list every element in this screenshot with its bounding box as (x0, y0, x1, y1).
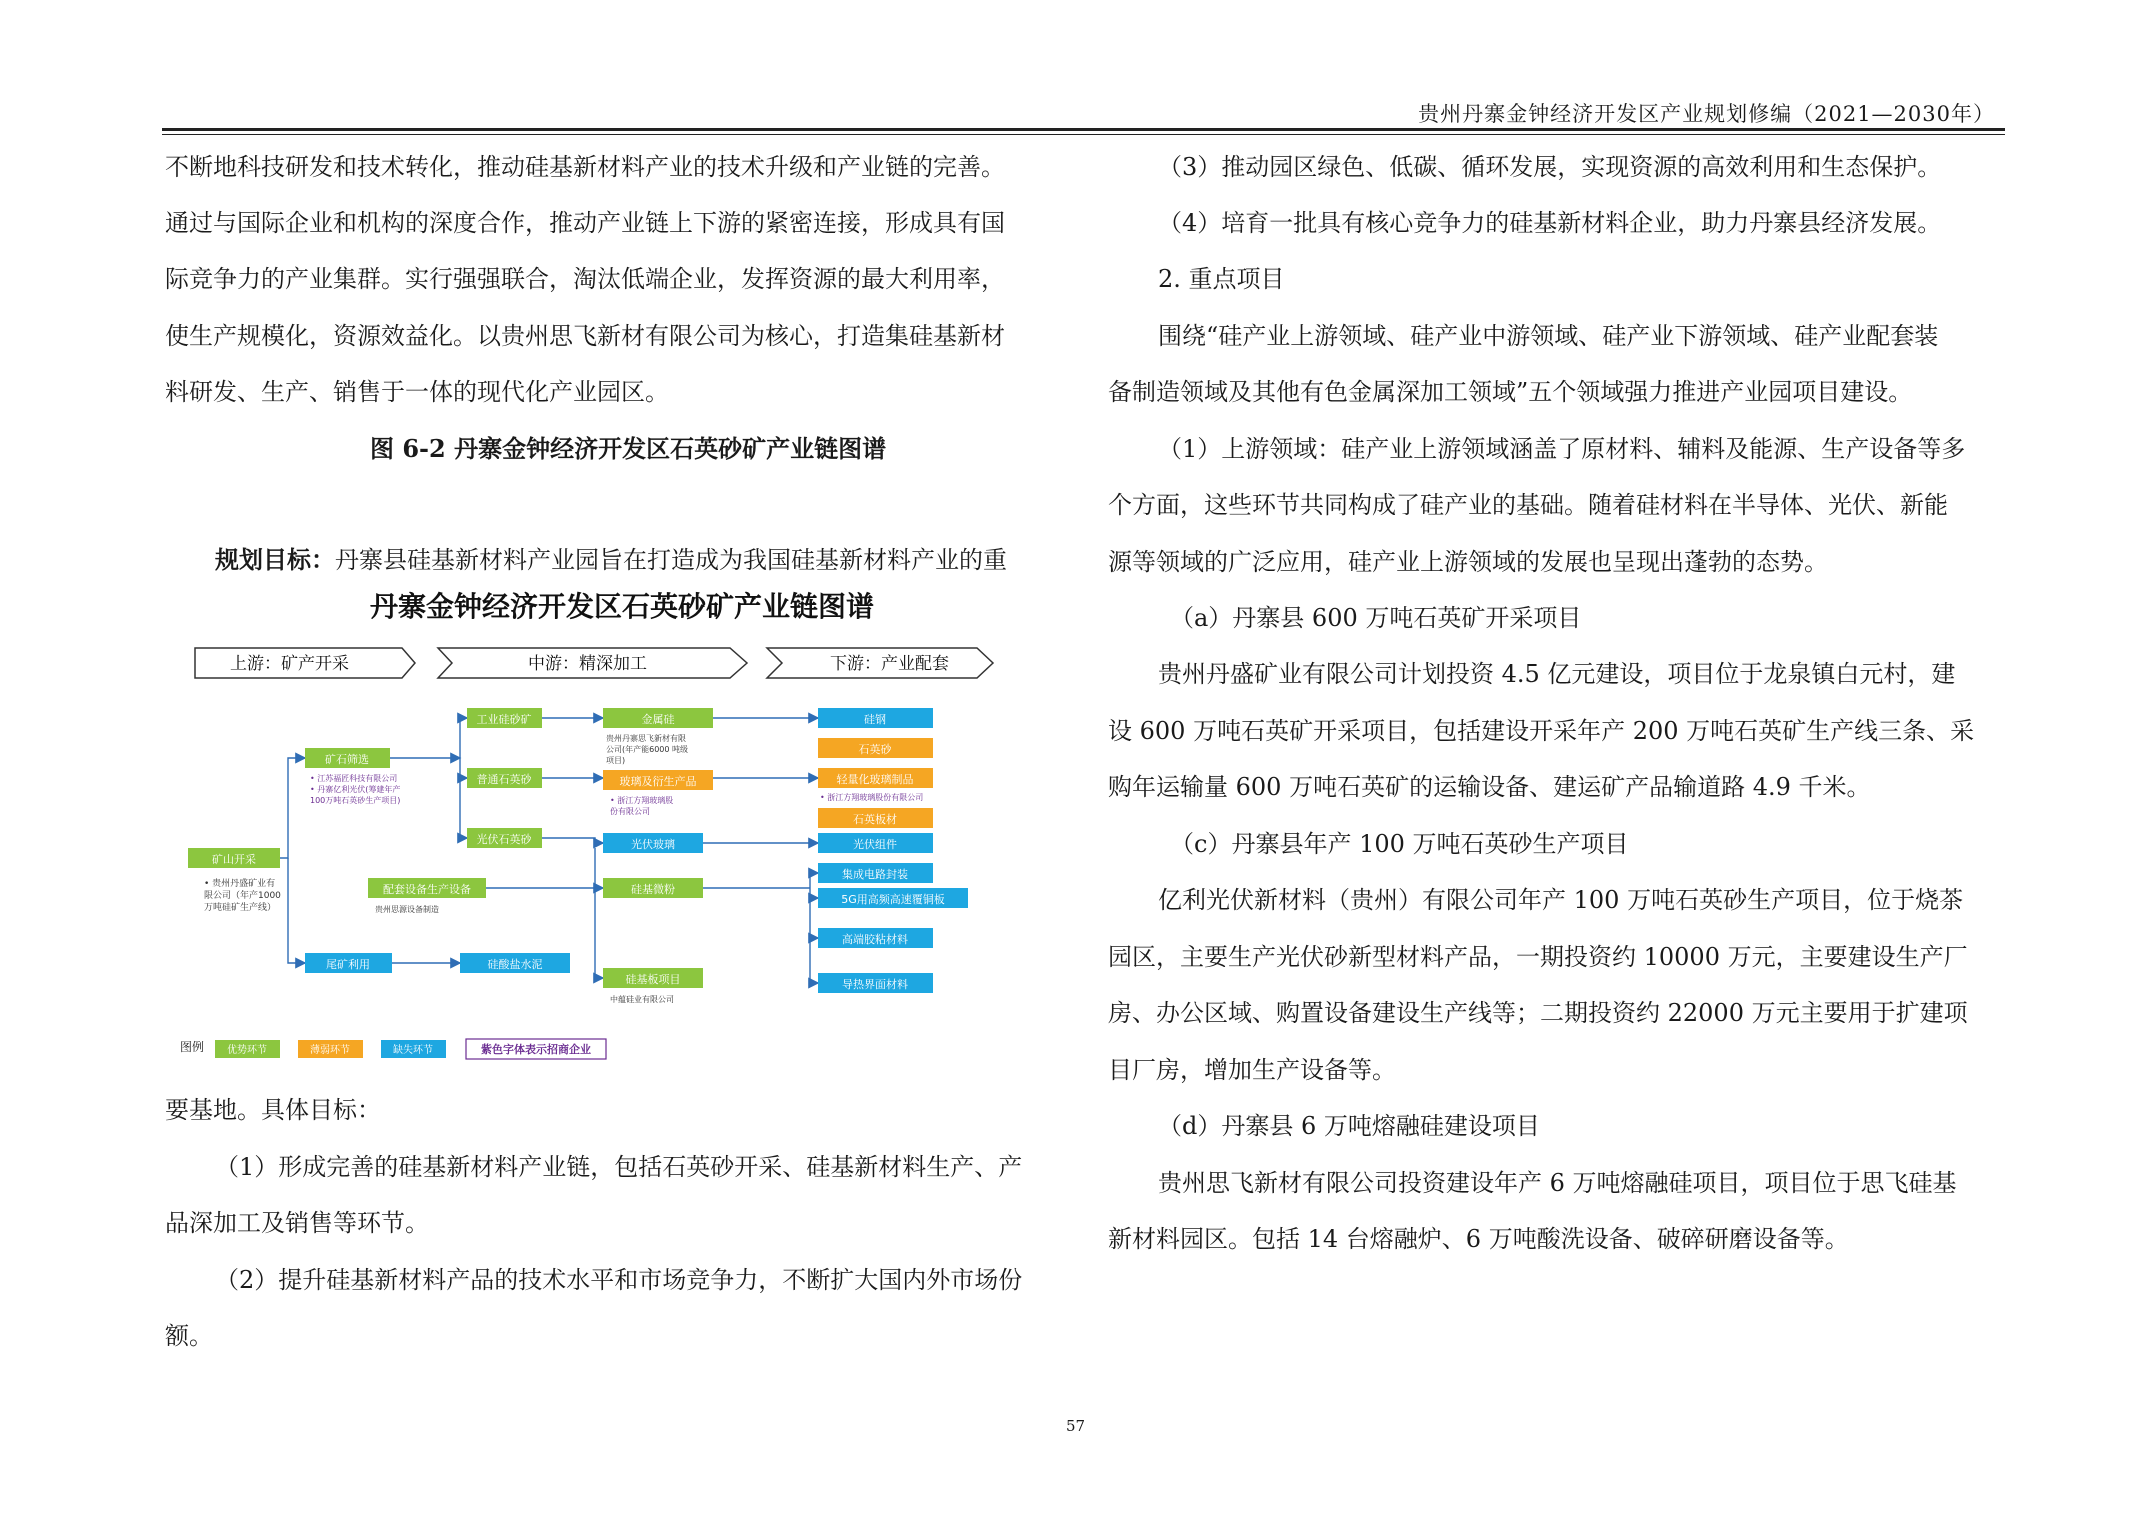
right-paragraph-line: 围绕“硅产业上游领域、硅产业中游领域、硅产业下游领域、硅产业配套装 (1158, 322, 1939, 350)
node-glass-note: • 浙江方翔玻璃股 (610, 796, 674, 805)
node-sheet-note: 中蕴硅业有限公司 (610, 995, 674, 1004)
stage-midstream-label: 中游：精深加工 (528, 654, 647, 674)
right-paragraph-line: （4）培育一批具有核心竞争力的硅基新材料企业，助力丹寨县经济发展。 (1158, 209, 1942, 237)
left-paragraph-line: 料研发、生产、销售于一体的现代化产业园区。 (165, 378, 669, 406)
right-paragraph-line: 园区，主要生产光伏砂新型材料产品，一期投资约 10000 万元，主要建设生产厂 (1108, 943, 1968, 971)
planning-goal-line (215, 545, 1007, 574)
right-paragraph-line: 贵州丹盛矿业有限公司计划投资 4.5 亿元建设，项目位于龙泉镇白元村，建 (1158, 660, 1956, 688)
planning-goal-text: 丹寨县硅基新材料产业园旨在打造成为我国硅基新材料产业的重 (335, 546, 1007, 574)
node-mining-note: 限公司（年产1000 (204, 891, 281, 901)
left-paragraph-line: 不断地科技研发和技术转化，推动硅基新材料产业的技术升级和产业链的完善。 (165, 153, 1005, 181)
node-metal-note: 公司(年产能6000 吨级 (606, 745, 689, 754)
left-paragraph-line: 通过与国际企业和机构的深度合作，推动产业链上下游的紧密连接，形成具有国 (165, 209, 1005, 237)
node-glass-products-label: 玻璃及衍生产品 (619, 775, 697, 788)
project-heading: （d）丹寨县 6 万吨熔融硅建设项目 (1158, 1112, 1540, 1140)
page-header (162, 98, 2005, 132)
node-ic-pack-label: 集成电路封装 (842, 868, 908, 881)
node-silicone-label: 硅钢 (864, 713, 886, 726)
node-metal-note: 贵州丹寨思飞新材有限 (606, 734, 686, 743)
planning-goal-continuation: 要基地。具体目标： (165, 1096, 381, 1124)
legend-weak-label: 薄弱环节 (310, 1045, 350, 1056)
left-paragraph-line: 使生产规模化，资源效益化。以贵州思飞新材有限公司为核心，打造集硅基新材 (165, 322, 1005, 350)
node-industrial-silicon-label: 工业硅砂矿 (476, 713, 532, 726)
node-silicate-cement-label: 硅酸盐水泥 (487, 958, 543, 971)
right-paragraph-line: （3）推动园区绿色、低碳、循环发展，实现资源的高效利用和生态保护。 (1158, 153, 1942, 181)
right-paragraph-line: 个方面，这些环节共同构成了硅产业的基础。随着硅材料在半导体、光伏、新能 (1108, 491, 1948, 519)
diagram-title: 丹寨金钟经济开发区石英砂矿产业链图谱 (370, 590, 875, 623)
node-ordinary-quartz-label: 普通石英砂 (476, 773, 532, 786)
stage-downstream-label: 下游：产业配套 (830, 654, 949, 674)
right-paragraph-line: 新材料园区。包括 14 台熔融炉、6 万吨酸洗设备、破碎研磨设备等。 (1108, 1225, 1849, 1253)
legend-purple-note: 紫色字体表示招商企业 (481, 1043, 591, 1056)
node-ore-note: • 丹寨亿利光伏(筹建年产 (310, 785, 401, 794)
right-paragraph-line: 源等领域的广泛应用，硅产业上游领域的发展也呈现出蓬勃的态势。 (1108, 548, 1828, 576)
section-heading: 2. 重点项目 (1158, 265, 1285, 293)
right-paragraph-line: 设 600 万吨石英矿开采项目，包括建设开采年产 200 万吨石英矿生产线三条、采 (1108, 717, 1975, 745)
header-rule-thin (162, 134, 2005, 135)
node-ore-select-label: 矿石筛选 (325, 753, 369, 766)
node-ore-note: 100万吨石英砂生产项目) (310, 796, 401, 805)
node-mining-label: 矿山开采 (212, 853, 256, 866)
node-glass-note: 份有限公司 (610, 807, 650, 816)
node-metal-silicon-label: 金属硅 (641, 713, 675, 726)
node-tailing-label: 尾矿利用 (326, 958, 370, 971)
node-thermal-material-label: 导热界面材料 (842, 978, 908, 991)
node-quartz-board-label: 石英板材 (853, 813, 897, 826)
node-light-note: • 浙江方翔玻璃股份有限公司 (820, 793, 924, 802)
target-line: 品深加工及销售等环节。 (165, 1209, 429, 1237)
page-number: 57 (1066, 1417, 1086, 1435)
stage-upstream-label: 上游：矿产开采 (230, 654, 349, 674)
diagram-svg (170, 588, 1070, 1073)
left-paragraph-line: 际竞争力的产业集群。实行强强联合，淘汰低端企业，发挥资源的最大利用率， (165, 265, 1005, 293)
node-silicon-sheet-label: 硅基板项目 (625, 973, 681, 986)
project-heading: （c）丹寨县年产 100 万吨石英砂生产项目 (1170, 830, 1629, 858)
figure-caption: 图 6-2 丹寨金钟经济开发区石英砂矿产业链图谱 (370, 434, 887, 463)
right-paragraph-line: 贵州思飞新材有限公司投资建设年产 6 万吨熔融硅项目，项目位于思飞硅基 (1158, 1169, 1957, 1197)
node-light-ceramic-label: 轻量化玻璃制品 (836, 773, 914, 786)
node-metal-note: 项目) (606, 756, 626, 765)
header-rule-thick (162, 128, 2005, 131)
target-line: （2）提升硅基新材料产品的技术水平和市场竞争力，不断扩大国内外市场份 (215, 1266, 1023, 1294)
right-paragraph-line: 亿利光伏新材料（贵州）有限公司年产 100 万吨石英砂生产项目，位于烧茶 (1158, 886, 1964, 914)
legend-advantage-label: 优势环节 (227, 1045, 267, 1056)
legend-missing-label: 缺失环节 (393, 1045, 433, 1056)
node-silicon-micro-label: 硅基微粉 (631, 883, 675, 896)
target-line: （1）形成完善的硅基新材料产业链，包括石英砂开采、硅基新材料生产、产 (215, 1153, 1023, 1181)
right-paragraph-line: 房、办公区域、购置设备建设生产线等；二期投资约 22000 万元主要用于扩建项 (1108, 999, 1968, 1027)
legend-label: 图例 (180, 1040, 205, 1054)
header-title: 贵州丹寨金钟经济开发区产业规划修编（2021—2030年） (1418, 102, 1995, 126)
planning-goal-label: 规划目标： (215, 545, 335, 574)
node-equipment-label: 配套设备生产设备 (383, 883, 471, 896)
node-equipment-note: 贵州思源设备制造 (375, 905, 439, 914)
node-ore-note: • 江苏福匠科技有限公司 (310, 774, 398, 783)
industry-chain-diagram (170, 588, 1070, 1073)
node-pv-module-label: 光伏组件 (853, 838, 897, 851)
project-heading: （a）丹寨县 600 万吨石英矿开采项目 (1170, 604, 1582, 632)
right-paragraph-line: 目厂房，增加生产设备等。 (1108, 1056, 1396, 1084)
node-high-end-adhesive-label: 高端胶粘材料 (842, 933, 908, 946)
node-mining-note: • 贵州丹盛矿业有 (204, 879, 276, 889)
node-pv-glass-label: 光伏玻璃 (631, 838, 675, 851)
node-quartz-sand2-label: 石英砂 (858, 743, 892, 756)
target-line: 额。 (165, 1322, 213, 1350)
node-pv-quartz-label: 光伏石英砂 (476, 833, 532, 846)
right-paragraph-line: 备制造领域及其他有色金属深加工领域”五个领域强力推进产业园项目建设。 (1108, 378, 1913, 406)
right-paragraph-line: 购年运输量 600 万吨石英矿的运输设备、建运矿产品输道路 4.9 千米。 (1108, 773, 1871, 801)
node-mining-note: 万吨硅矿生产线） (204, 903, 277, 913)
node-5g-ccl-label: 5G用高频高速覆铜板 (841, 893, 945, 906)
right-paragraph-line: （1）上游领域：硅产业上游领域涵盖了原材料、辅料及能源、生产设备等多 (1158, 435, 1966, 463)
